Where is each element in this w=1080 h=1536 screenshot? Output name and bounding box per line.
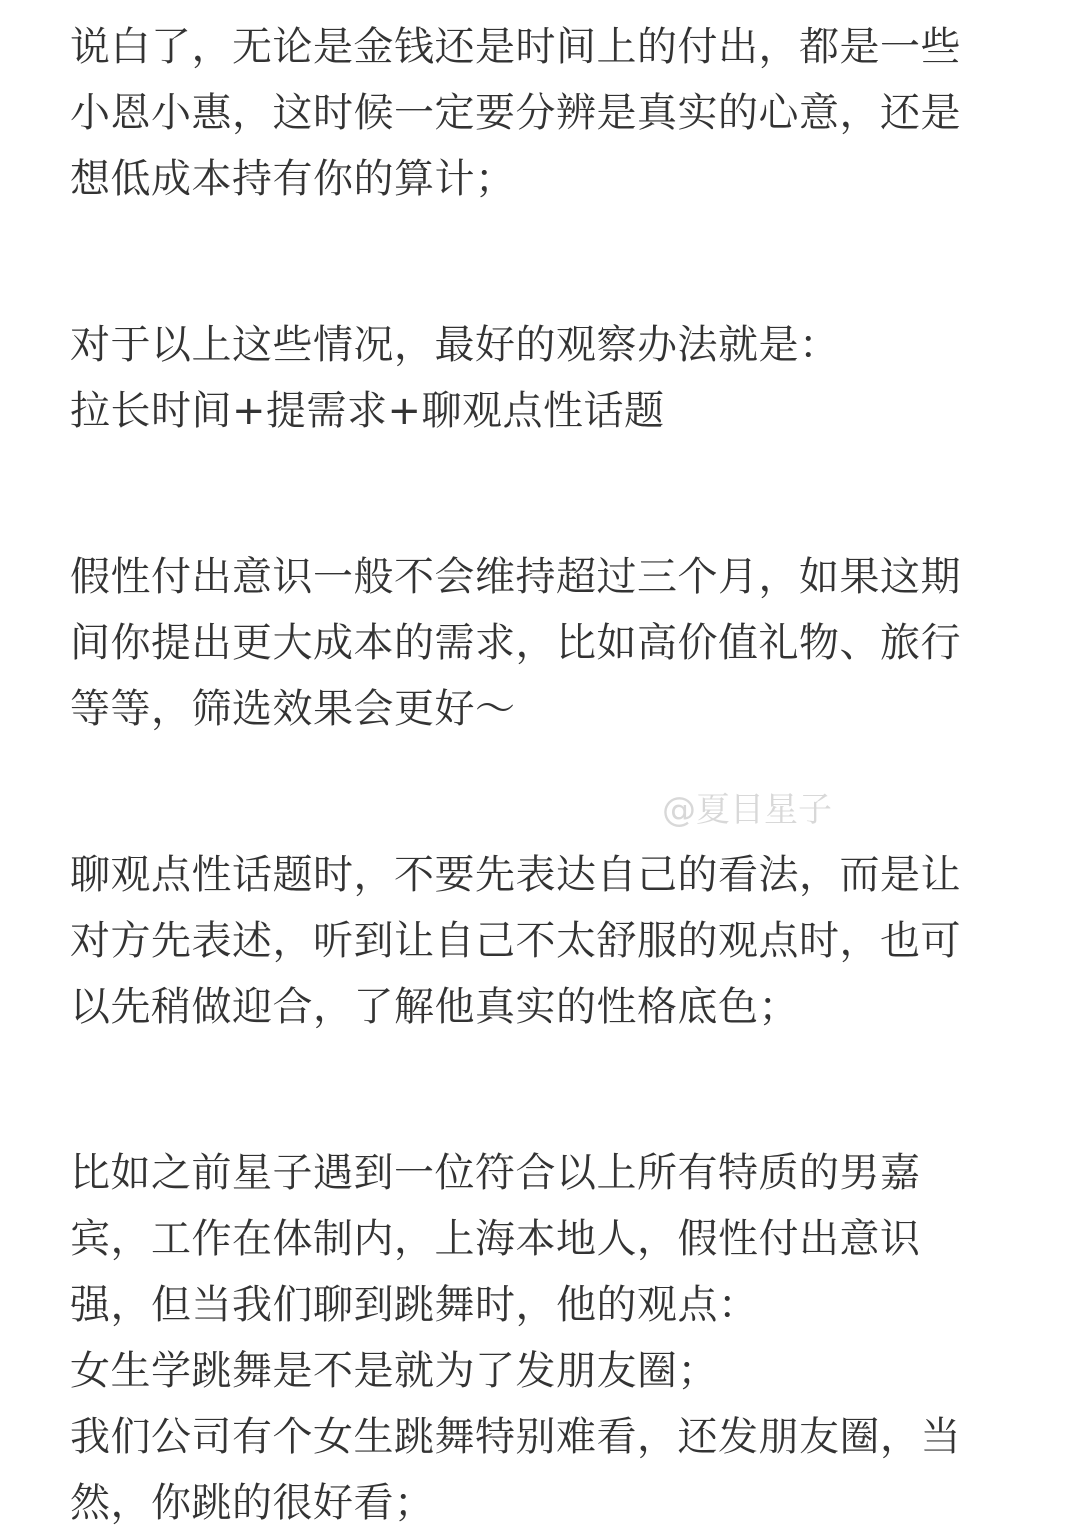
text-line: 聊观点性话题时，不要先表达自己的看法，而是让	[70, 852, 961, 898]
text-line: 以先稍做迎合，了解他真实的性格底色；	[70, 984, 799, 1030]
paragraph-3	[70, 544, 990, 742]
paragraph-4	[70, 842, 990, 1040]
text-line: 女生学跳舞是不是就为了发朋友圈；	[70, 1348, 718, 1394]
paragraph-1	[70, 14, 990, 212]
text-line: 然，你跳的很好看；	[70, 1480, 435, 1526]
text-line: 强，但当我们聊到跳舞时，他的观点：	[70, 1282, 759, 1328]
text-line: 我们公司有个女生跳舞特别难看，还发朋友圈，当	[70, 1414, 961, 1460]
text-line: 小恩小惠，这时候一定要分辨是真实的心意，还是	[70, 90, 961, 136]
text-line: 等等，筛选效果会更好～	[70, 686, 516, 732]
watermark: @夏目星子	[662, 790, 832, 830]
paragraph-2	[70, 312, 990, 444]
text-line: 间你提出更大成本的需求，比如高价值礼物、旅行	[70, 620, 961, 666]
text-line: 拉长时间+提需求+聊观点性话题	[70, 388, 665, 434]
text-line: 想低成本持有你的算计；	[70, 156, 516, 202]
text-line: 假性付出意识一般不会维持超过三个月，如果这期	[70, 554, 961, 600]
paragraph-5	[70, 1140, 990, 1536]
article-body	[70, 14, 990, 1536]
text-line: 说白了，无论是金钱还是时间上的付出，都是一些	[70, 24, 961, 70]
text-line: 宾，工作在体制内，上海本地人，假性付出意识	[70, 1216, 921, 1262]
text-line: 对方先表述，听到让自己不太舒服的观点时，也可	[70, 918, 961, 964]
text-line: 比如之前星子遇到一位符合以上所有特质的男嘉	[70, 1150, 921, 1196]
text-line: 对于以上这些情况，最好的观察办法就是：	[70, 322, 840, 368]
